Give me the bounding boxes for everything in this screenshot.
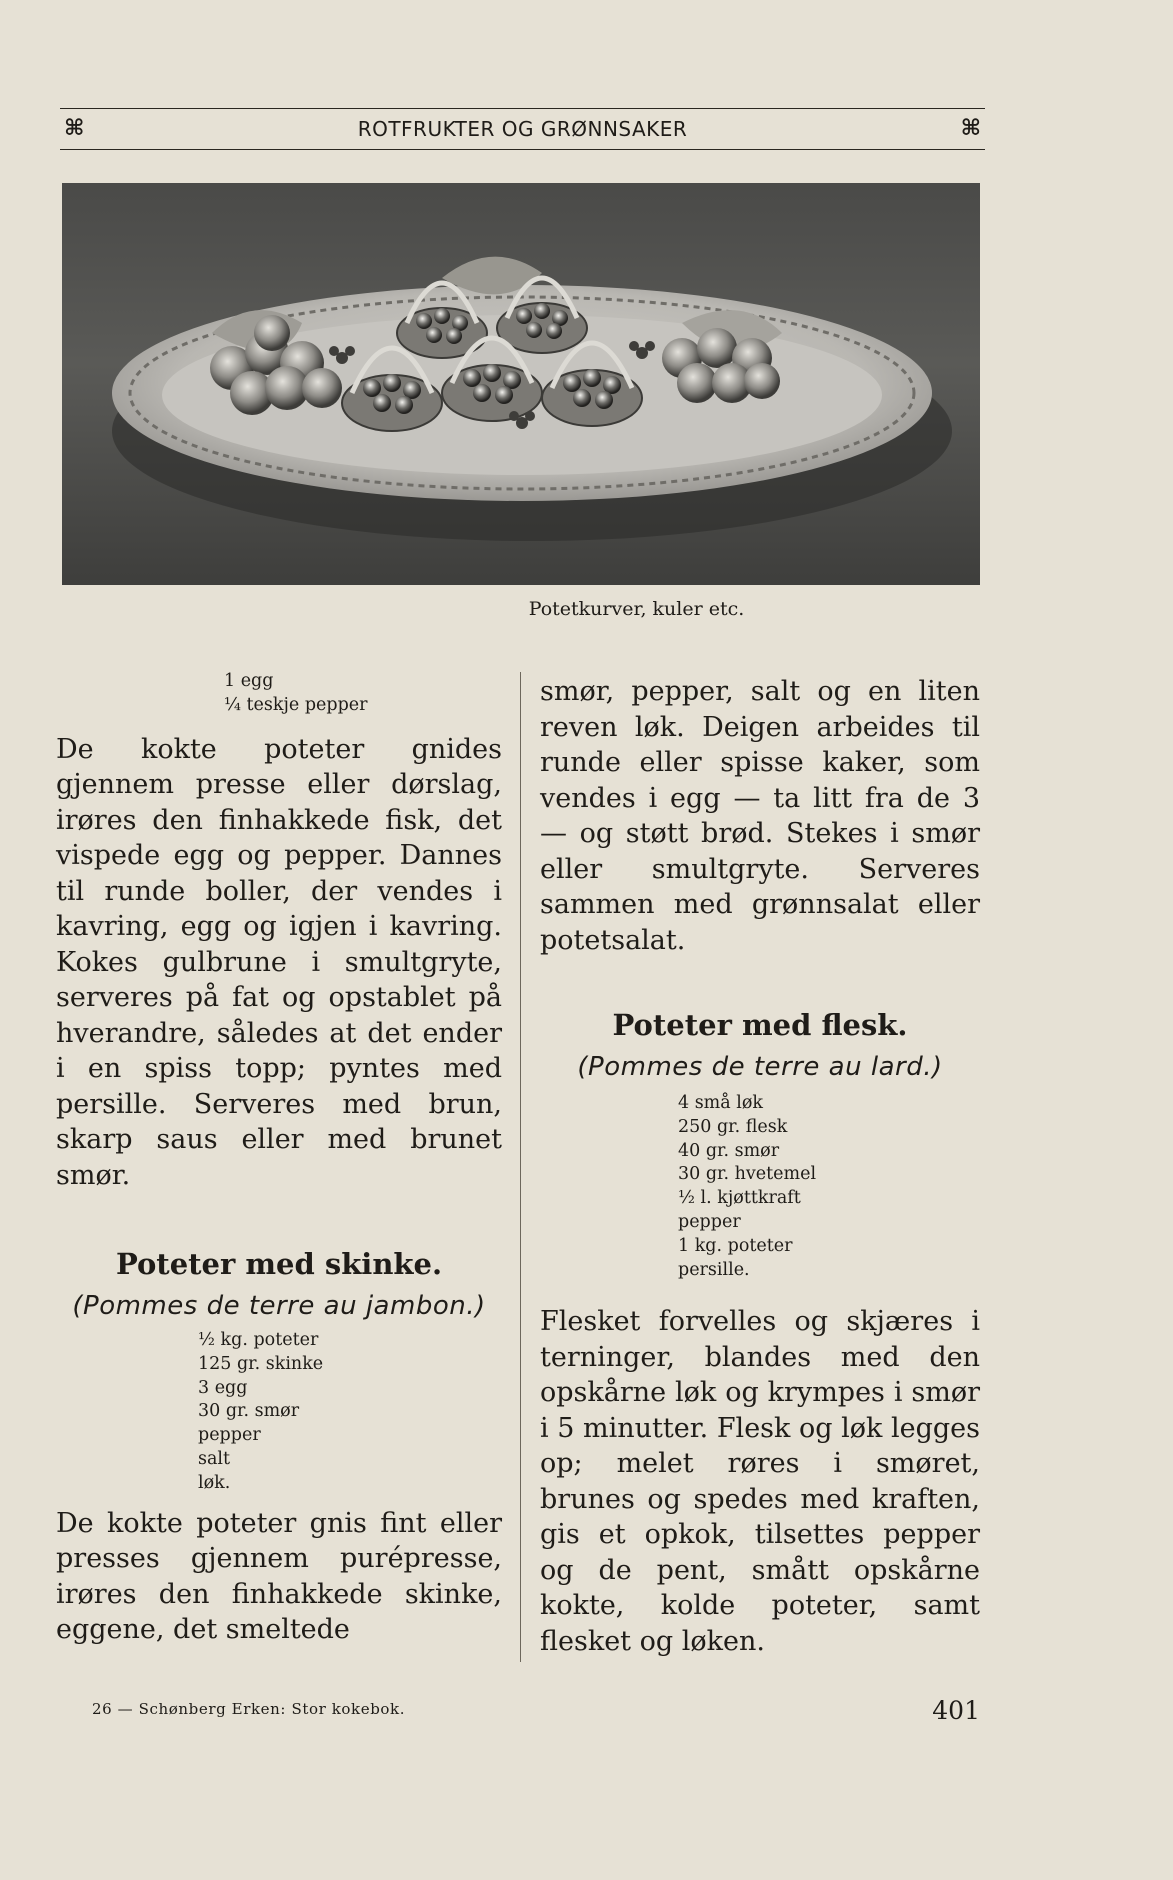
running-header	[60, 108, 985, 150]
ingredient-item: salt	[198, 1449, 231, 1470]
ingredient-item: 3 egg	[198, 1377, 248, 1398]
ingredient-item: ½ kg. poteter	[198, 1330, 319, 1351]
recipe-paragraph: De kokte poteter gnides gjennem presse eller dørslag, irøres den finhakkede fisk, det vispede egg og pepper. Dannes til runde boller, der vendes i kavring, egg og igjen i kavring. Kokes gulbrune i smultgryte, serveres på fat og opstablet på hverandre, således at det ender i en spiss topp; pyntes med persille. Serveres med brun, skarp saus eller med brunet smør.	[56, 733, 502, 1191]
ingredient-item: 1 kg. poteter	[678, 1235, 793, 1256]
recipe-subtitle: (Pommes de terre au lard.)	[577, 1052, 943, 1082]
right-column	[540, 670, 980, 1659]
platter-illustration	[62, 183, 980, 585]
ingredient-item: pepper	[678, 1211, 741, 1232]
column-divider	[520, 672, 521, 1662]
recipe-title: Poteter med skinke.	[115, 1247, 443, 1282]
ingredient-item: 30 gr. smør	[198, 1401, 300, 1422]
dish-photo	[62, 183, 980, 585]
recipe-paragraph: smør, pepper, salt og en liten reven løk. Deigen arbeides til runde eller spisse kaker, som vendes i egg — ta litt fra de 3 — og støtt brød. Stekes i smør eller smultgryte. Serveres sammen med grønnsalat eller potetsalat.	[540, 676, 980, 956]
page-number: 401	[932, 1696, 980, 1725]
ingredient-item: 250 gr. flesk	[678, 1116, 788, 1137]
ingredient-list	[198, 1329, 502, 1496]
ingredient-item: ½ l. kjøttkraft	[678, 1188, 801, 1209]
ingredient-item: 30 gr. hvetemel	[678, 1164, 817, 1185]
recipe-paragraph: De kokte poteter gnis fint eller presses gjennem purépresse, irøres den finhakkede skinke, eggene, det smeltede	[56, 1507, 502, 1646]
header-ornament-left-icon: ⌘	[64, 116, 85, 141]
ingredient-item: ¼ teskje pepper	[224, 694, 368, 715]
ingredient-item: 125 gr. skinke	[198, 1353, 324, 1374]
ingredient-item: løk.	[198, 1472, 231, 1493]
ingredient-item: 4 små løk	[678, 1093, 764, 1113]
ingredient-item: pepper	[198, 1425, 261, 1446]
header-title: ROTFRUKTER OG GRØNNSAKER	[357, 117, 688, 141]
header-rule-top	[60, 108, 985, 109]
recipe-subtitle: (Pommes de terre au jambon.)	[72, 1291, 486, 1322]
ingredient-list	[678, 1092, 980, 1282]
ingredient-item: persille.	[678, 1259, 750, 1280]
ingredient-item: 1 egg	[224, 671, 274, 691]
footer-signature: 26 — Schønberg Erken: Stor kokebok.	[92, 1700, 406, 1718]
ingredient-item: 40 gr. smør	[678, 1140, 780, 1161]
header-ornament-right-icon: ⌘	[960, 116, 981, 141]
recipe-paragraph: Flesket forvelles og skjæres i terninger, blandes med den opskårne løk og krympes i smør i 5 minutter. Flesk og løk legges op; melet røres i smøret, brunes og spedes med kraften, gis et opkok, tilsettes pepper og de pent, smått opskårne kokte, kolde poteter, samt flesket og løken.	[540, 1306, 980, 1657]
photo-caption: Potetkurver, kuler etc.	[528, 598, 745, 620]
header-rule-bottom	[60, 149, 985, 150]
ingredient-list-top	[224, 670, 502, 718]
recipe-title: Poteter med flesk.	[612, 1008, 908, 1042]
left-column	[56, 670, 502, 1648]
